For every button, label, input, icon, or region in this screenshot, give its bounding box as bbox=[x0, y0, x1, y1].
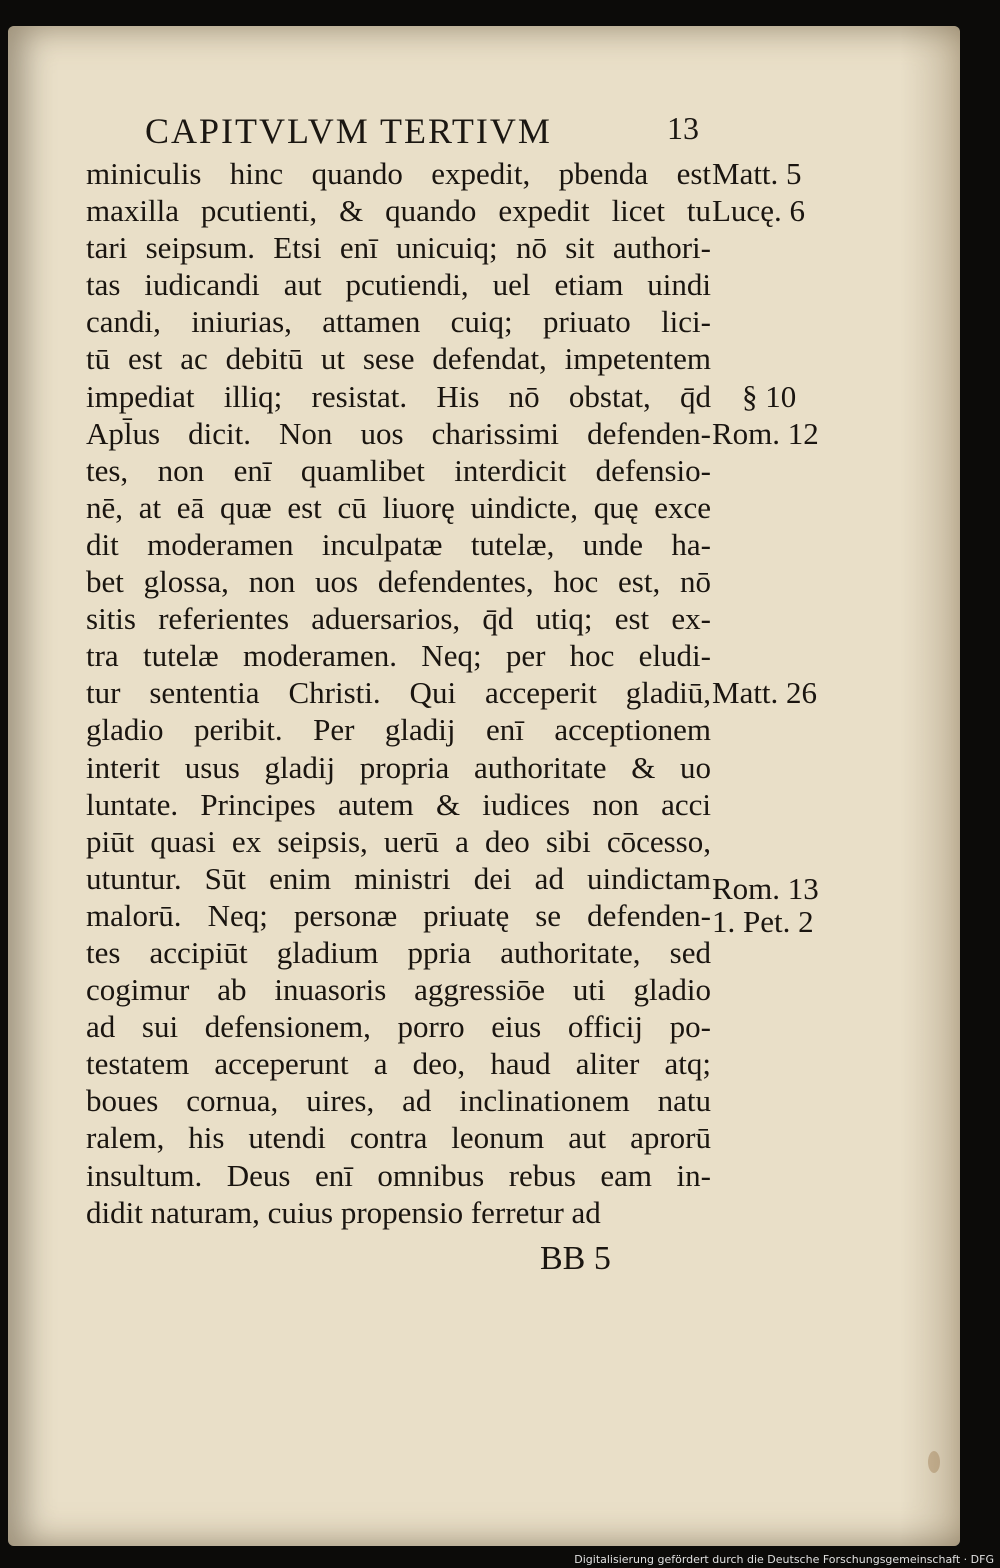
marginal-note: § 10 bbox=[742, 378, 797, 414]
text-line: maxilla pcutienti, & quando expedit licet tu bbox=[86, 193, 711, 229]
marginal-note: 1. Pet. 2 bbox=[712, 904, 814, 939]
text-line: luntate. Principes autem & iudices non acci bbox=[86, 786, 711, 822]
text-line: tas iudicandi aut pcutiendi, uel etiam uindi bbox=[86, 267, 711, 303]
text-line: tur sententia Christi. Qui acceperit gladiū, bbox=[86, 675, 711, 711]
text-line: testatem acceperunt a deo, haud aliter atq; bbox=[86, 1046, 711, 1082]
running-head: CAPITVLVM TERTIVM bbox=[145, 111, 552, 151]
text-line: malorū. Neq; personæ priuatę se defenden- bbox=[86, 897, 711, 933]
text-line: candi, iniurias, attamen cuiq; priuato lici- bbox=[86, 304, 711, 340]
digitization-credit: Digitalisierung gefördert durch die Deutsche Forschungsgemeinschaft · DFG bbox=[574, 1553, 994, 1566]
text-line: utuntur. Sūt enim ministri dei ad uindictam bbox=[86, 860, 711, 896]
text-line: interit usus gladij propria authoritate & uo bbox=[86, 749, 711, 785]
text-line: ralem, his utendi contra leonum aut aprorū bbox=[86, 1120, 711, 1156]
text-line: boues cornua, uires, ad inclinationem natu bbox=[86, 1083, 711, 1119]
text-line: nē, at eā quæ est cū liuorę uindicte, quę exce bbox=[86, 489, 711, 525]
text-line: didit naturam, cuius propensio ferretur ad bbox=[86, 1194, 601, 1230]
marginal-note: Rom. 13 bbox=[712, 870, 819, 906]
folio-number: 13 bbox=[667, 110, 699, 146]
marginal-note: Rom. 12 bbox=[712, 415, 819, 451]
main-text-block bbox=[86, 155, 711, 1231]
text-line: ad sui defensionem, porro eius officij po- bbox=[86, 1009, 711, 1045]
text-line: tari seipsum. Etsi enī unicuiq; nō sit authori- bbox=[86, 230, 711, 266]
text-line: tes, non enī quamlibet interdicit defensio- bbox=[86, 452, 711, 488]
text-line: insultum. Deus enī omnibus rebus eam in- bbox=[86, 1157, 711, 1193]
text-line: miniculis hinc quando expedit, pbenda est bbox=[86, 156, 711, 191]
signature-mark: BB 5 bbox=[540, 1240, 611, 1277]
text-line: Apl̄us dicit. Non uos charissimi defenden- bbox=[86, 415, 711, 451]
marginal-note: Matt. 5 bbox=[712, 156, 802, 191]
page-header bbox=[145, 110, 745, 158]
marginal-note: Matt. 26 bbox=[712, 675, 818, 711]
text-line: sitis referientes aduersarios, q̄d utiq; est ex- bbox=[86, 601, 711, 637]
page-stain bbox=[928, 1451, 940, 1473]
text-line: cogimur ab inuasoris aggressiōe uti gladio bbox=[86, 972, 711, 1008]
text-line: tra tutelæ moderamen. Neq; per hoc eludi- bbox=[86, 638, 711, 674]
text-line: bet glossa, non uos defendentes, hoc est, nō bbox=[86, 564, 711, 600]
text-line: piūt quasi ex seipsis, uerū a deo sibi cōcesso, bbox=[86, 823, 711, 859]
text-line: gladio peribit. Per gladij enī acceptionem bbox=[86, 712, 711, 748]
text-line: tes accipiūt gladium ppria authoritate, sed bbox=[86, 934, 711, 970]
text-line: tū est ac debitū ut sese defendat, impetentem bbox=[86, 341, 711, 377]
text-line: impediat illiq; resistat. His nō obstat, q̄d bbox=[86, 378, 711, 414]
text-line: dit moderamen inculpatæ tutelæ, unde ha- bbox=[86, 526, 711, 562]
marginal-note: Lucę. 6 bbox=[712, 193, 805, 229]
